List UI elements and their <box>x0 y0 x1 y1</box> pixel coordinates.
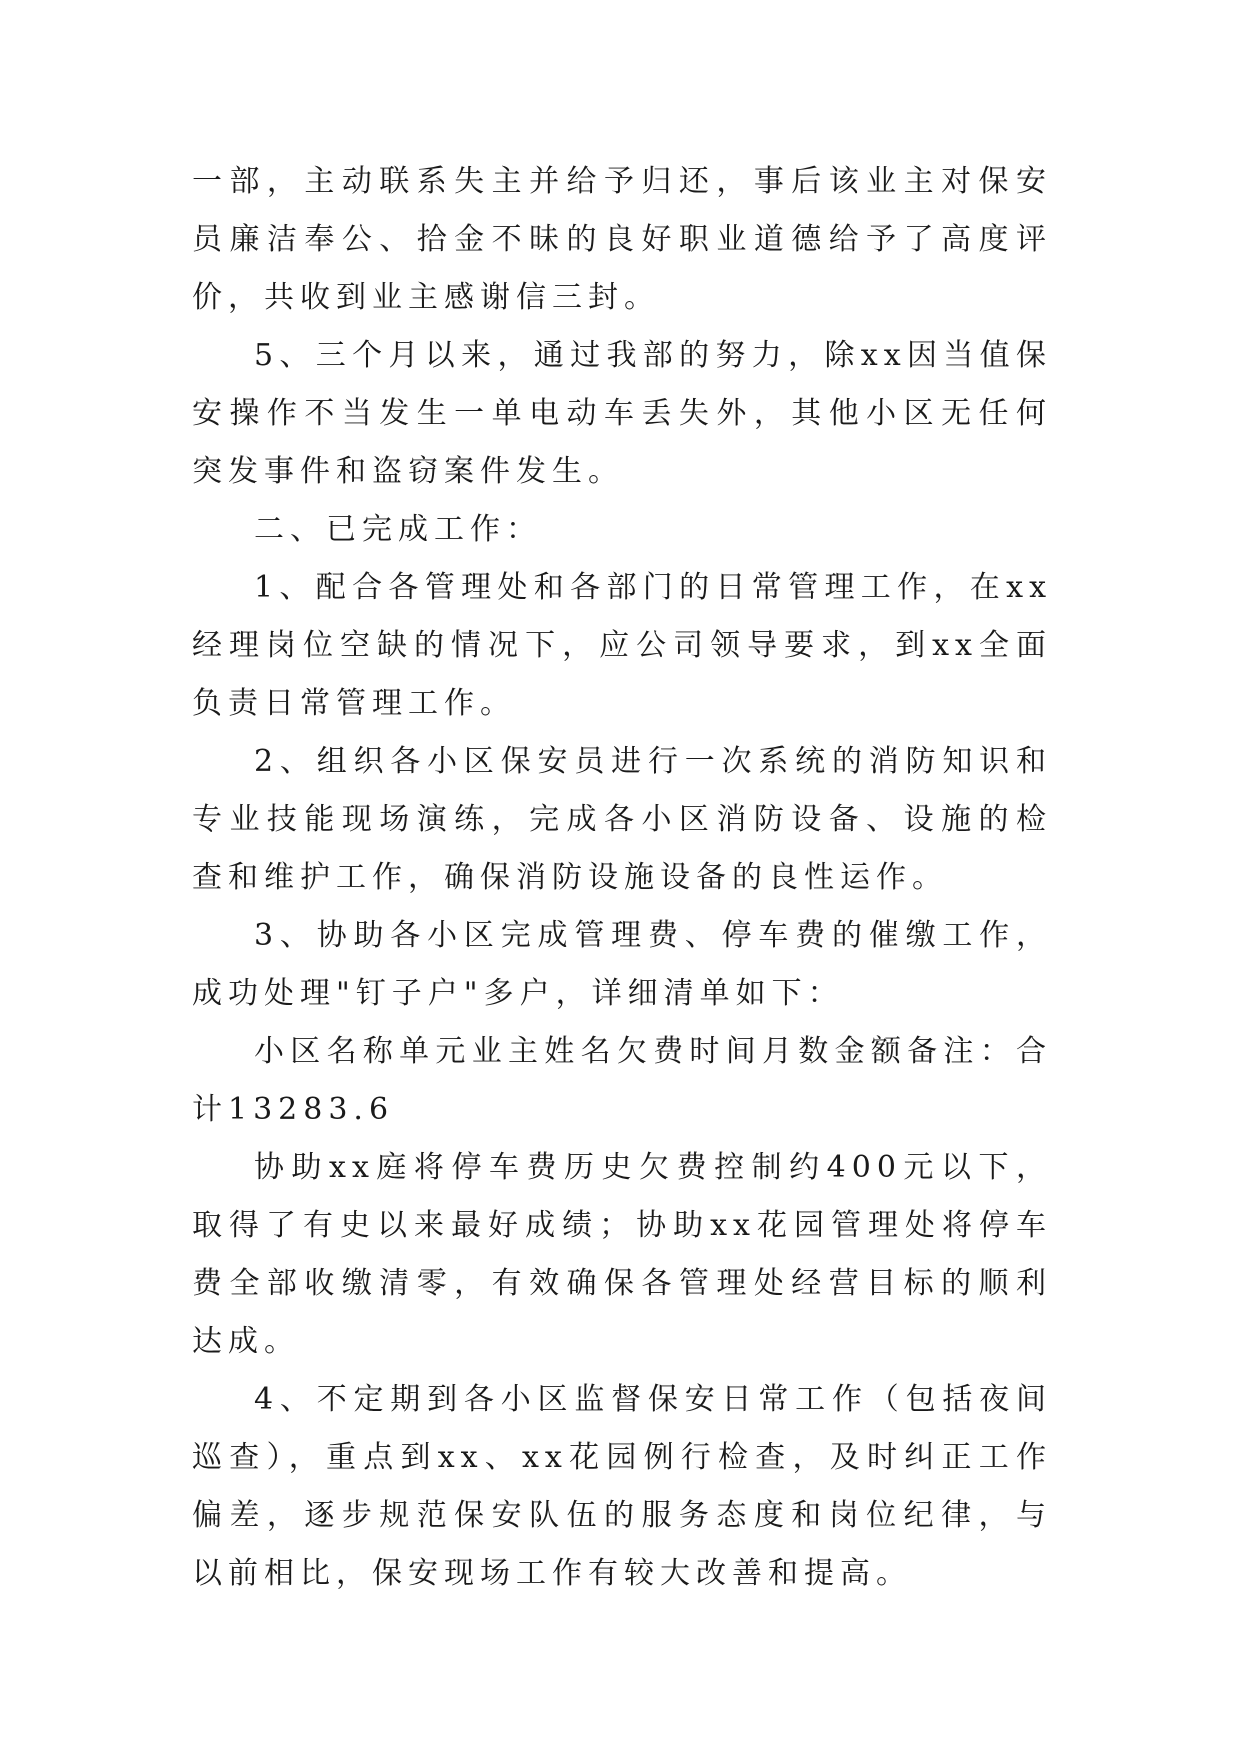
paragraph-commendation: 一部，主动联系失主并给予归还，事后该业主对保安员廉洁奉公、拾金不昧的良好职业道德给予了高度评价，共收到业主感谢信三封。 <box>192 164 1052 315</box>
paragraph-item-2: 2、组织各小区保安员进行一次系统的消防知识和专业技能现场演练，完成各小区消防设备、设施的检查和维护工作，确保消防设施设备的良性运作。 <box>192 744 1052 895</box>
paragraph-fee-list: 小区名称单元业主姓名欠费时间月数金额备注：合计13283.6 <box>192 1034 1052 1127</box>
paragraph-item-4: 4、不定期到各小区监督保安日常工作（包括夜间巡查），重点到xx、xx花园例行检查，及时纠正工作偏差，逐步规范保安队伍的服务态度和岗位纪律，与以前相比，保安现场工作有较大改善和提高。 <box>192 1382 1052 1591</box>
paragraph-item-1: 1、配合各管理处和各部门的日常管理工作，在xx经理岗位空缺的情况下，应公司领导要求，到xx全面负责日常管理工作。 <box>192 570 1052 721</box>
paragraph-item-3: 3、协助各小区完成管理费、停车费的催缴工作，成功处理"钉子户"多户，详细清单如下： <box>192 918 1052 1011</box>
section-heading-completed-work: 二、已完成工作： <box>254 512 542 547</box>
document-body <box>192 153 1052 1603</box>
paragraph-parking-fee: 协助xx庭将停车费历史欠费控制约400元以下，取得了有史以来最好成绩；协助xx花园管理处将停车费全部收缴清零，有效确保各管理处经营目标的顺利达成。 <box>192 1150 1052 1359</box>
paragraph-item-5: 5、三个月以来，通过我部的努力，除xx因当值保安操作不当发生一单电动车丢失外，其他小区无任何突发事件和盗窃案件发生。 <box>192 338 1052 489</box>
